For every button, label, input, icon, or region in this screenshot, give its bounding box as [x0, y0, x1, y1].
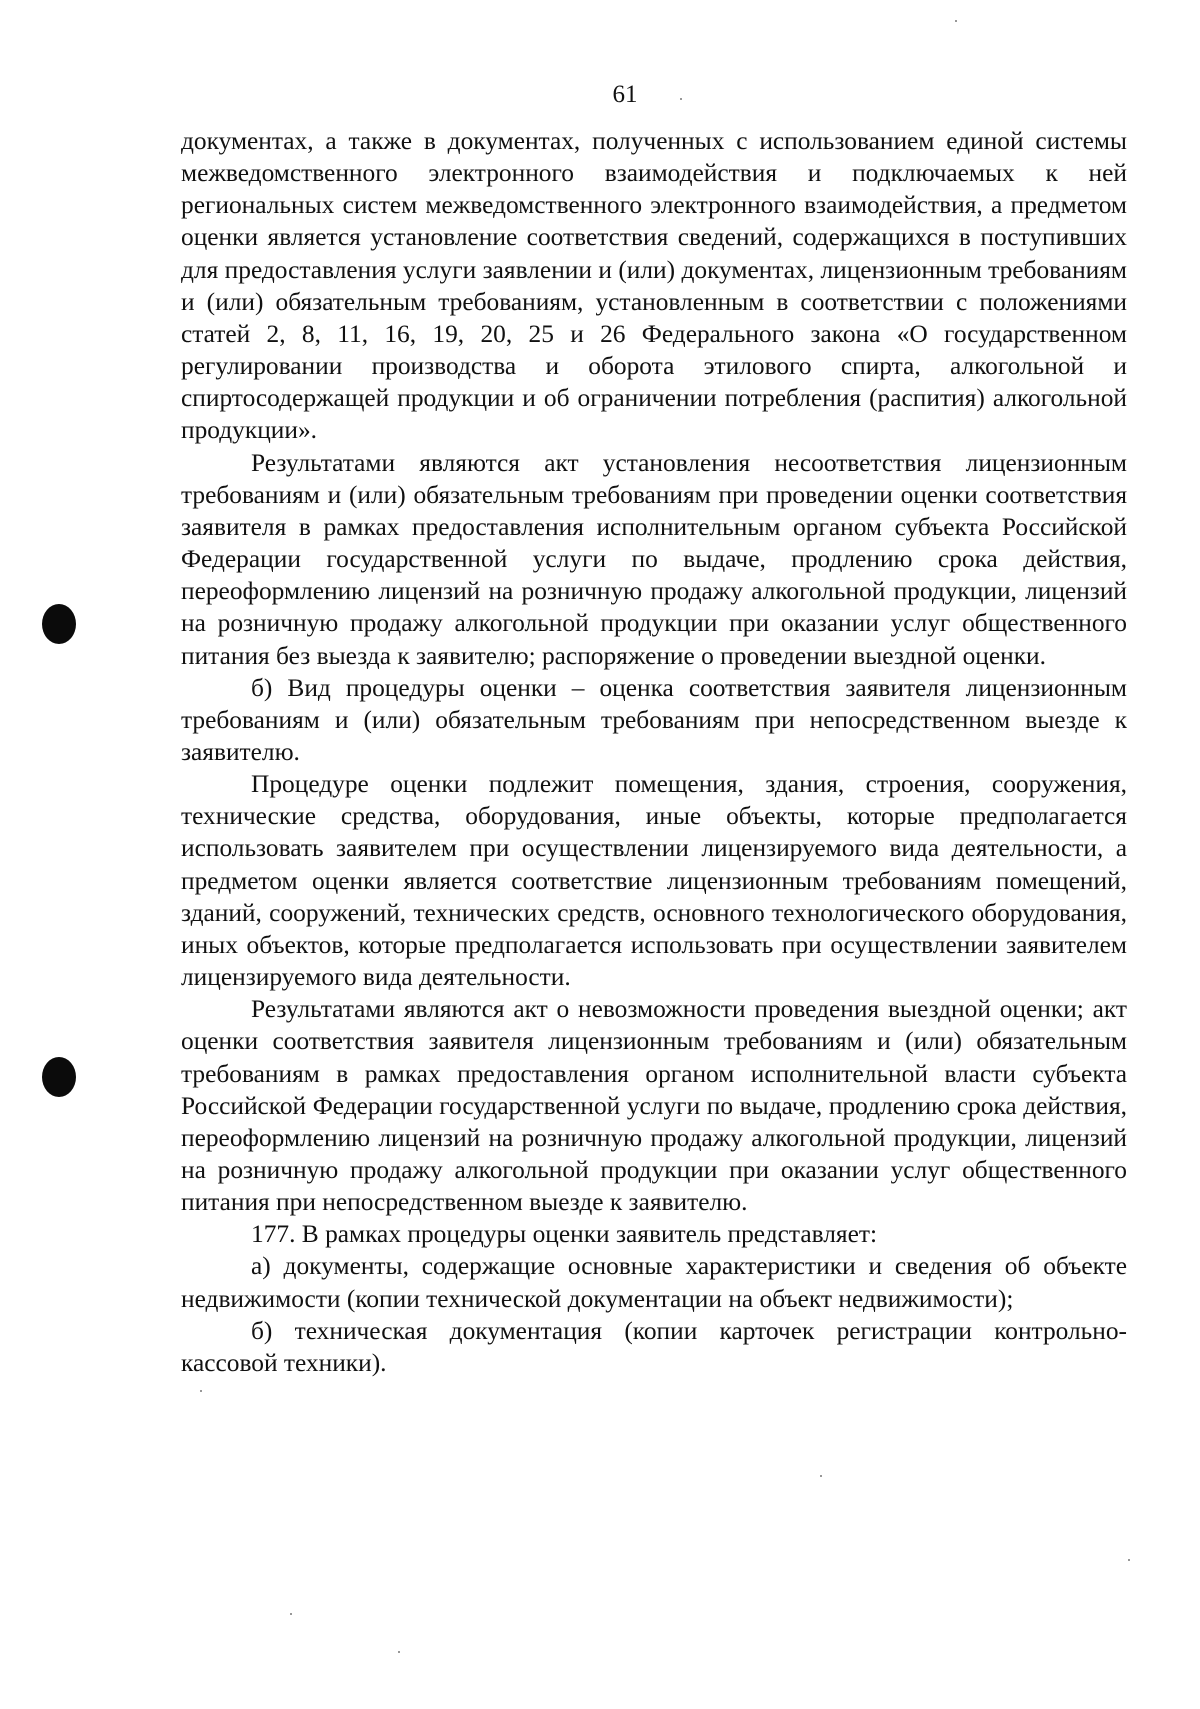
scan-speck — [955, 20, 957, 22]
paragraph-results-no-visit: Результатами являются акт установления несоответствия лицензионным требованиям и (или) обязательным требованиям при проведении оценки соответствия заявителя в рамках предоставления исполнительным органом субъекта Российской Федерации государственной услуги по выдаче, продлению срока действия, переоформлению лицензий на розничную продажу алкогольной продукции, лицензий на розничную продажу алкогольной продукции при оказании услуг общественного питания без выезда к заявителю; распоряжение о проведении выездной оценки. — [181, 448, 1127, 670]
paragraph-item-177: 177. В рамках процедуры оценки заявитель представляет: — [251, 1220, 878, 1249]
paragraph-continuation: документах, а также в документах, полученных с использованием единой системы межведомственного электронного взаимодействия и подключаемых к ней региональных систем межведомственного электронного взаимодействия, а предметом оценки является установление соответствия сведений, содержащихся в поступивших для предоставления услуги заявлении и (или) документах, лицензионным требованиям и (или) обязательным требованиям, установленным в соответствии с положениями статей 2, 8, 11, 16, 19, 20, 25 и 26 Федерального закона «О государственном регулировании производства и оборота этилового спирта, алкогольной и спиртосодержащей продукции и об ограничении потребления (распития) алкогольной продукции». — [181, 127, 1127, 445]
paragraph-procedure-subject: Процедуре оценки подлежит помещения, здания, строения, сооружения, технические средства, оборудования, иные объекты, которые предполагается использовать заявителем при осуществлении лицензируемого вида деятельности, а предметом оценки является соответствие лицензионным требованиям помещений, зданий, сооружений, технических средств, основного технологического оборудования, иных объектов, которые предполагается использовать при осуществлении заявителем лицензируемого вида деятельности. — [181, 770, 1127, 992]
page-number: 61 — [612, 81, 638, 108]
document-body — [181, 125, 1127, 1379]
paragraph-item-b: б) техническая документация (копии карточек регистрации контрольно-кассовой техники). — [181, 1316, 1127, 1377]
paragraph-results-visit: Результатами являются акт о невозможности проведения выездной оценки; акт оценки соответствия заявителя лицензионным требованиям и (или) обязательным требованиям в рамках предоставления органом исполнительной власти субъекта Российской Федерации государственной услуги по выдаче, продлению срока действия, переоформлению лицензий на розничную продажу алкогольной продукции, лицензий на розничную продажу алкогольной продукции при оказании услуг общественного питания при непосредственном выезде к заявителю. — [181, 995, 1127, 1217]
paragraph-item-a: а) документы, содержащие основные характеристики и сведения об объекте недвижимости (копии технической документации на объект недвижимости); — [181, 1252, 1127, 1313]
punch-hole-mark — [42, 604, 76, 644]
scan-speck — [820, 1475, 822, 1477]
scan-speck — [1128, 1559, 1130, 1561]
punch-hole-mark — [42, 1057, 76, 1097]
paragraph-procedure-type-b: б) Вид процедуры оценки – оценка соответствия заявителя лицензионным требованиям и (или) обязательным требованиям при непосредственном выезде к заявителю. — [181, 673, 1127, 766]
scan-speck — [680, 98, 682, 100]
scan-speck — [398, 1651, 400, 1653]
scan-speck — [200, 1390, 202, 1392]
scan-speck — [290, 1613, 292, 1615]
